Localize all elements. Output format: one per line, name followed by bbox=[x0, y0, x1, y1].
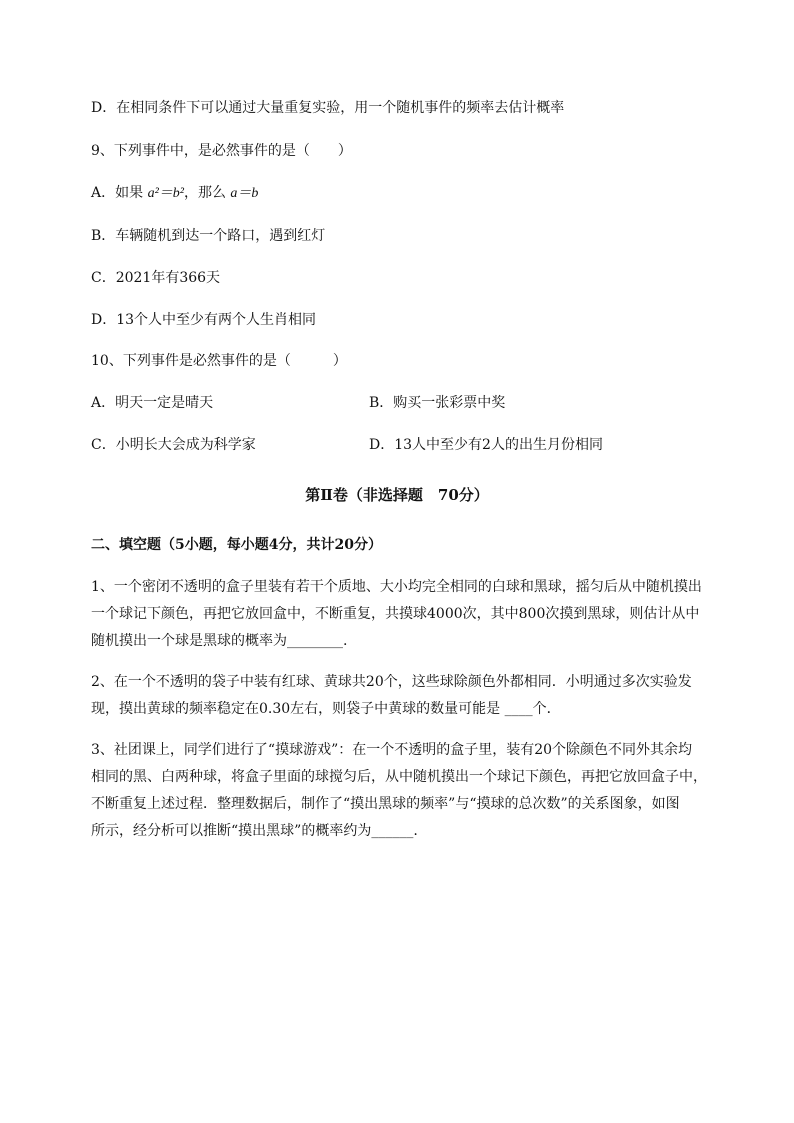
q9-option-d: D．13个人中至少有两个人生肖相同 bbox=[91, 312, 317, 328]
section-heading: 二、填空题（5小题，每小题4分，共计20分） bbox=[91, 537, 382, 553]
part2-title: 第Ⅱ卷（非选择题 70分） bbox=[305, 486, 489, 504]
fill2-line2: 现，摸出黄球的频率稳定在0.30左右，则袋子中黄球的数量可能是 ____个． bbox=[91, 701, 561, 717]
fill1-line1: 1、一个密闭不透明的盒子里装有若干个质地、大小均完全相同的白球和黑球，摇匀后从中随机摸出 bbox=[91, 579, 702, 595]
q8-option-d: D．在相同条件下可以通过大量重复实验，用一个随机事件的频率去估计概率 bbox=[91, 100, 565, 116]
fill1-line2: 一个球记下颜色，再把它放回盒中，不断重复，共摸球4000次，其中800次摸到黑球，则估计从中 bbox=[91, 606, 700, 622]
fill3-line3: 不断重复上述过程．整理数据后，制作了“摸出黑球的频率”与“摸球的总次数”的关系图象，如图 bbox=[91, 796, 680, 812]
fill3-line4: 所示，经分析可以推断“摸出黑球”的概率约为______. bbox=[91, 823, 418, 839]
q10-option-d: D．13人中至少有2人的出生月份相同 bbox=[369, 437, 603, 453]
q9-option-a-prefix: A．如果 bbox=[91, 185, 148, 201]
q9-option-a-mid: ，那么 bbox=[183, 185, 231, 201]
q9-stem: 9、下列事件中，是必然事件的是（ ） bbox=[91, 143, 352, 159]
q9-option-c: C．2021年有366天 bbox=[91, 270, 221, 286]
fill3-line2: 相同的黑、白两种球，将盒子里面的球搅匀后，从中随机摸出一个球记下颜色，再把它放回盒子中， bbox=[91, 769, 707, 785]
q10-option-a: A．明天一定是晴天 bbox=[91, 395, 214, 411]
q10-option-c: C．小明长大会成为科学家 bbox=[91, 437, 256, 453]
q9-option-a-math2: a＝b bbox=[230, 186, 259, 201]
q10-stem: 10、下列事件是必然事件的是（ ） bbox=[91, 353, 347, 369]
q9-option-a-math1: a²＝b² bbox=[147, 186, 184, 201]
fill2-line1: 2、在一个不透明的袋子中装有红球、黄球共20个，这些球除颜色外都相同．小明通过多次实验发 bbox=[91, 674, 692, 690]
q9-option-a bbox=[91, 183, 258, 204]
q10-option-b: B．购买一张彩票中奖 bbox=[369, 395, 506, 411]
fill1-line3: 随机摸出一个球是黑球的概率为________. bbox=[91, 633, 348, 649]
q9-option-b: B．车辆随机到达一个路口，遇到红灯 bbox=[91, 228, 326, 244]
fill3-line1: 3、社团课上，同学们进行了“摸球游戏”：在一个不透明的盒子里，装有20个除颜色不同外其余均 bbox=[91, 742, 693, 758]
